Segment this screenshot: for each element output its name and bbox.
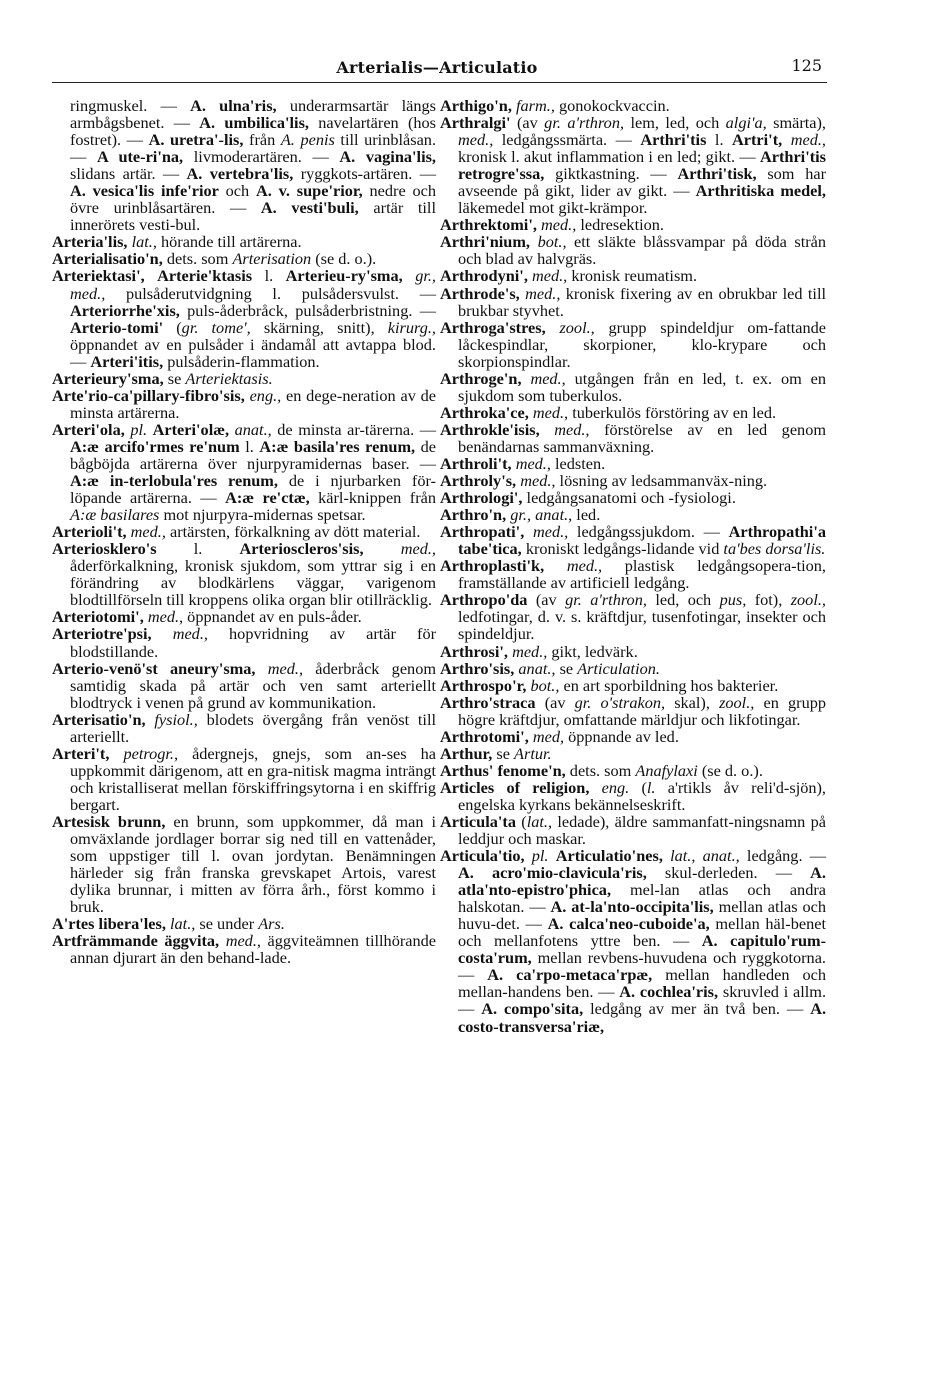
dictionary-entry: Arteriektasi', Arterie'ktasis l. Arterieu-ry'sma, gr., med., pulsåderutvidgning l. pulsådersvulst. — Arteriorrhe'xis, puls-åderbråck, pulsåderbristning. — Arterio-tomi' (gr. tome', skärning, snitt), kirurg., öppnandet av en pulsåder i ändamål att avtappa blod. — Arteri'itis, pulsåderin-flammation. <box>52 266 437 371</box>
dictionary-entry: A'rtes libera'les, lat., se under Ars. <box>52 914 285 934</box>
dictionary-entry: Arterisatio'n, fysiol., blodets övergång från venöst till arteriellt. <box>52 709 436 746</box>
dictionary-entry: Arthroli't, med., ledsten. <box>440 453 606 473</box>
dictionary-entry: Arthus' fenome'n, dets. som Anafylaxi (se d. o.). <box>440 760 763 780</box>
dictionary-entry: Arthroga'stres, zool., grupp spindeldjur om-fattande låckespindlar, skorpioner, klo-krypare och skorpionspindlar. <box>440 317 826 371</box>
dictionary-entry: Arthropo'da (av gr. a'rthron, led, och pus, fot), zool., ledfotingar, d. v. s. kräftdjur, tusenfotingar, insekter och spindeldjur. <box>440 590 826 644</box>
dictionary-entry: Arteriosklero's l. Arterioscleros'sis, med., åderförkalkning, kronisk sjukdom, som yttrar sig i en förändring av blodkärlens väggar, varigenom blodtillförseln till kroppens olika organ blir otillräcklig. <box>52 539 436 610</box>
dictionary-entry: Artfrämmande äggvita, med., äggviteämnen tillhörande annan djurart än den behand-lade. <box>52 931 436 968</box>
dictionary-entry: Arterialisatio'n, dets. som Arterisation (se d. o.). <box>52 249 377 269</box>
page-title: Arterialis—Articulatio <box>336 58 538 77</box>
dictionary-entry: Arthralgi' (av gr. a'rthron, lem, led, och algi'a, smärta), med., ledgångssmärta. — Arthri'tis l. Artri't, med., kronisk l. akut inflammation i en led; gikt. — Arthri'tis retrogre'ssa, giktkastning. — Arthri'tisk, som har avseende på gikt, lider av gikt. — Arthritiska medel, läkemedel mot gikt-krämpor. <box>440 113 827 218</box>
dictionary-entry: Arthrektomi', med., ledresektion. <box>440 215 664 235</box>
dictionary-entry: Arthri'nium, bot., ett släkte blåssvampar på döda strån och blad av halvgräs. <box>440 232 827 269</box>
dictionary-entry: Arterio-venö'st aneury'sma, med., åderbråck genom samtidig skada på artär och ven samt arteriellt blodtryck i venen på grund av kommunikation. <box>52 658 436 712</box>
dictionary-entry: Arthro'sis, anat., se Articulation. <box>440 658 660 678</box>
dictionary-entry: Arthigo'n, farm., gonokockvaccin. <box>440 96 670 115</box>
dictionary-entry: Artesisk brunn, en brunn, som uppkommer, då man i omväxlande jordlager borrar sig ned till en vattenåder, som uppstiger till l. ovan jordytan. Benämningen härleder sig från franska grevskapet Artois, varest dylika brunnar, i mitten av förra årh., först kommo i bruk. <box>52 811 436 917</box>
dictionary-entry: Arthrotomi', med, öppnande av led. <box>440 726 679 746</box>
dictionary-entry: Articula'tio, pl. Articulatio'nes, lat., anat., ledgång. — A. acro'mio-clavicula'ris, skul-derleden. — A. atla'nto-epistro'phica, mel-lan atlas och andra halskotan. — A. at-la'nto-occipita'lis, mellan atlas och huvu-det. — A. calca'neo-cuboide'a, mellan häl-benet och mellanfotens yttre ben. — A. capitulo'rum-costa'rum, mellan revbens-huvudena och ryggkotorna. — A. ca'rpo-metaca'rpæ, mellan handleden och mellan-handens ben. — A. cochlea'ris, skruvled i allm. — A. compo'sita, ledgång av mer än två ben. — A. costo-transversa'riæ, <box>440 846 827 1036</box>
dictionary-entry: Arteri't, petrogr., ådergnejs, gnejs, som an-ses ha uppkommit därigenom, att en gra-nitisk magma inträngt och kristalliserat mellan förskiffringsytorna i en skiffrig bergart. <box>52 743 436 814</box>
dictionary-entry: Arthrokle'isis, med., förstörelse av en led genom benändarnas sammanväxning. <box>440 419 826 456</box>
dictionary-entry: Arteri'ola, pl. Arteri'olæ, anat., de minsta ar-tärerna. — A:æ arcifo'rmes re'num l. A:æ basila'res renum, de bågböjda artärerna över njurpyramidernas baser. — A:æ in-terlobula'res renum, de i njurbarken för-löpande artärerna. — A:æ re'ctæ, kärl-knippen från A:æ basilares mot njurpyra-midernas spetsar. <box>52 419 436 525</box>
dictionary-entry: Arthroly's, med., lösning av ledsammanväx-ning. <box>440 471 768 491</box>
dictionary-entry: Arteriotomi', med., öppnandet av en puls-åder. <box>52 607 362 627</box>
dictionary-entry: Arthropati', med., ledgångssjukdom. — Arthropathi'a tabe'tica, kroniskt ledgångs-lidande vid ta'bes dorsa'lis. <box>440 522 826 559</box>
right-column <box>440 97 826 1035</box>
dictionary-entry: Arthrologi', ledgångsanatomi och -fysiologi. <box>440 488 736 508</box>
dictionary-entry: Arthroplasti'k, med., plastisk ledgångsopera-tion, framställande av artificiell ledgång. <box>440 556 826 593</box>
dictionary-entry: Arthrosi', med., gikt, ledvärk. <box>440 641 638 661</box>
page-number: 125 <box>791 56 822 75</box>
header-rule <box>52 82 827 83</box>
dictionary-entry: Arthrospo'r, bot., en art sporbildning hos bakterier. <box>440 675 779 695</box>
dictionary-entry: ringmuskel. — A. ulna'ris, underarmsartär längs armbågsbenet. — A. umbilica'lis, navelartären (hos fostret). — A. uretra'-lis, från A. penis till urinblåsan. — A ute-ri'na, livmoderartären. — A. vagina'lis, slidans artär. — A. vertebra'lis, ryggkots-artären. — A. vesica'lis infe'rior och A. v. supe'rior, nedre och övre urinblåsartären. — A. vesti'buli, artär till innerörets vesti-bul. <box>70 96 437 235</box>
dictionary-entry: Arthur, se Artur. <box>440 743 552 763</box>
dictionary-entry: Arthrodyni', med., kronisk reumatism. <box>440 266 698 286</box>
dictionary-entry: Arte'rio-ca'pillary-fibro'sis, eng., en dege-neration av de minsta artärerna. <box>52 385 436 422</box>
dictionary-entry: Arthrode's, med., kronisk fixering av en obrukbar led till brukbar styvhet. <box>440 283 826 320</box>
dictionary-entry: Arterioli't, med., artärsten, förkalkning av dött material. <box>52 522 421 542</box>
dictionary-entry: Arthroka'ce, med., tuberkulös förstöring av en led. <box>440 402 777 422</box>
dictionary-entry: Arteria'lis, lat., hörande till artärerna. <box>52 232 302 252</box>
dictionary-entry: Arthroge'n, med., utgången från en led, t. ex. om en sjukdom som tuberkulos. <box>440 368 827 405</box>
dictionary-entry: Articula'ta (lat., ledade), äldre sammanfatt-ningsnamn på leddjur och maskar. <box>440 811 826 849</box>
dictionary-entry: Arthro'n, gr., anat., led. <box>440 505 601 525</box>
running-header <box>52 56 822 82</box>
dictionary-entry: Arteriotre'psi, med., hopvridning av artär för blodstillande. <box>52 624 437 661</box>
dictionary-entry: Articles of religion, eng. (l. a'rtikls åv reli'd-sjön), engelska kyrkans bekännelseskrift. <box>440 777 826 814</box>
dictionary-entry: Arthro'straca (av gr. o'strakon, skal), zool., en grupp högre kräftdjur, omfattande märldjur och likfotingar. <box>440 692 826 729</box>
dictionary-entry: Arterieury'sma, se Arteriektasis. <box>52 368 273 388</box>
left-column <box>52 97 436 966</box>
